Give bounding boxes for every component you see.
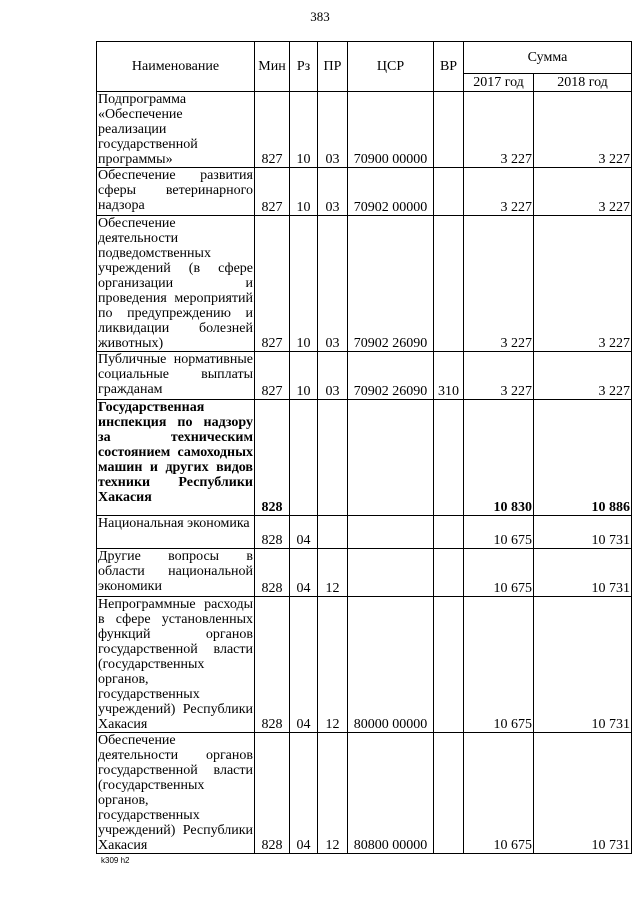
cell-sum-2017: 10 675 <box>464 733 534 854</box>
cell-csr <box>348 516 434 549</box>
header-pr: ПР <box>318 42 348 92</box>
cell-sum-2017: 3 227 <box>464 216 534 352</box>
cell-min: 827 <box>255 168 290 216</box>
cell-rz: 04 <box>290 597 318 733</box>
table-row <box>97 597 632 733</box>
cell-sum-2017: 10 675 <box>464 597 534 733</box>
cell-pr: 03 <box>318 216 348 352</box>
cell-sum-2017: 3 227 <box>464 352 534 400</box>
table-row <box>97 168 632 216</box>
cell-vr <box>434 733 464 854</box>
cell-vr <box>434 168 464 216</box>
cell-sum-2018: 10 731 <box>534 549 632 597</box>
table-row <box>97 516 632 549</box>
cell-min: 828 <box>255 400 290 516</box>
cell-rz: 04 <box>290 516 318 549</box>
cell-pr: 03 <box>318 168 348 216</box>
cell-vr <box>434 92 464 168</box>
header-csr: ЦСР <box>348 42 434 92</box>
header-year-2017: 2017 год <box>464 74 534 92</box>
cell-name: Национальная экономика <box>97 516 255 549</box>
cell-pr: 12 <box>318 597 348 733</box>
page-number: 383 <box>310 9 330 24</box>
cell-sum-2018: 10 731 <box>534 733 632 854</box>
cell-csr: 80000 00000 <box>348 597 434 733</box>
cell-name: Обеспечение деятельности органов государственной власти (государственных органов, государственных учреждений) Республики Хакасия <box>98 733 253 853</box>
table-row <box>97 549 632 597</box>
cell-name: Обеспечение развития сферы ветеринарного надзора <box>97 168 255 216</box>
cell-csr: 70902 26090 <box>348 352 434 400</box>
cell-name: Государственная инспекция по надзору за техническим состоянием самоходных машин и других видов техники Республики Хакасия <box>97 400 255 516</box>
budget-table <box>96 41 632 854</box>
cell-sum-2018: 3 227 <box>534 92 632 168</box>
cell-pr: 12 <box>318 549 348 597</box>
cell-min: 828 <box>255 733 290 854</box>
cell-sum-2018: 3 227 <box>534 216 632 352</box>
cell-min: 827 <box>255 216 290 352</box>
cell-csr: 70900 00000 <box>348 92 434 168</box>
cell-vr: 310 <box>434 352 464 400</box>
cell-sum-2018: 10 731 <box>534 597 632 733</box>
footer-code: k309 h2 <box>101 856 130 865</box>
cell-pr: 12 <box>318 733 348 854</box>
cell-rz: 10 <box>290 352 318 400</box>
cell-csr <box>348 400 434 516</box>
cell-sum-2017: 10 675 <box>464 516 534 549</box>
cell-csr <box>348 549 434 597</box>
cell-sum-2017: 3 227 <box>464 168 534 216</box>
cell-rz <box>290 400 318 516</box>
cell-sum-2017: 10 830 <box>464 400 534 516</box>
cell-sum-2018: 10 886 <box>534 400 632 516</box>
cell-name: Публичные нормативные социальные выплаты гражданам <box>97 352 255 400</box>
header-vr: ВР <box>434 42 464 92</box>
cell-min: 828 <box>255 516 290 549</box>
cell-csr: 70902 26090 <box>348 216 434 352</box>
table-row <box>97 92 632 168</box>
header-sum: Сумма <box>464 42 632 74</box>
cell-sum-2018: 3 227 <box>534 352 632 400</box>
cell-name: Обеспечение деятельности подведомственных учреждений (в сфере организации и проведения мероприятий по предупреждению и ликвидации болезней животных) <box>98 216 253 351</box>
cell-vr <box>434 549 464 597</box>
cell-sum-2017: 10 675 <box>464 549 534 597</box>
cell-sum-2017: 3 227 <box>464 92 534 168</box>
cell-rz: 04 <box>290 733 318 854</box>
table-row <box>97 216 632 352</box>
cell-vr <box>434 516 464 549</box>
table-row <box>97 400 632 516</box>
table-row <box>97 352 632 400</box>
table-body <box>97 92 632 854</box>
cell-rz: 10 <box>290 168 318 216</box>
cell-vr <box>434 216 464 352</box>
cell-pr: 03 <box>318 352 348 400</box>
cell-pr: 03 <box>318 92 348 168</box>
cell-min: 827 <box>255 92 290 168</box>
header-name: Наименование <box>97 42 255 92</box>
cell-min: 828 <box>255 597 290 733</box>
cell-sum-2018: 3 227 <box>534 168 632 216</box>
cell-csr: 70902 00000 <box>348 168 434 216</box>
cell-name: Другие вопросы в области национальной экономики <box>97 549 255 597</box>
cell-vr <box>434 400 464 516</box>
cell-csr: 80800 00000 <box>348 733 434 854</box>
cell-vr <box>434 597 464 733</box>
cell-name: Непрограммные расходы в сфере установленных функций органов государственной власти (государственных органов, государственных учреждений) Республики Хакасия <box>98 597 253 732</box>
cell-min: 827 <box>255 352 290 400</box>
cell-sum-2018: 10 731 <box>534 516 632 549</box>
cell-pr <box>318 516 348 549</box>
header-min: Мин <box>255 42 290 92</box>
header-year-2018: 2018 год <box>534 74 632 92</box>
cell-rz: 10 <box>290 216 318 352</box>
cell-rz: 04 <box>290 549 318 597</box>
header-rz: Рз <box>290 42 318 92</box>
cell-pr <box>318 400 348 516</box>
cell-name: Подпрограмма «Обеспечение реализации государственной программы» <box>97 92 255 168</box>
cell-rz: 10 <box>290 92 318 168</box>
cell-min: 828 <box>255 549 290 597</box>
table-row <box>97 733 632 854</box>
